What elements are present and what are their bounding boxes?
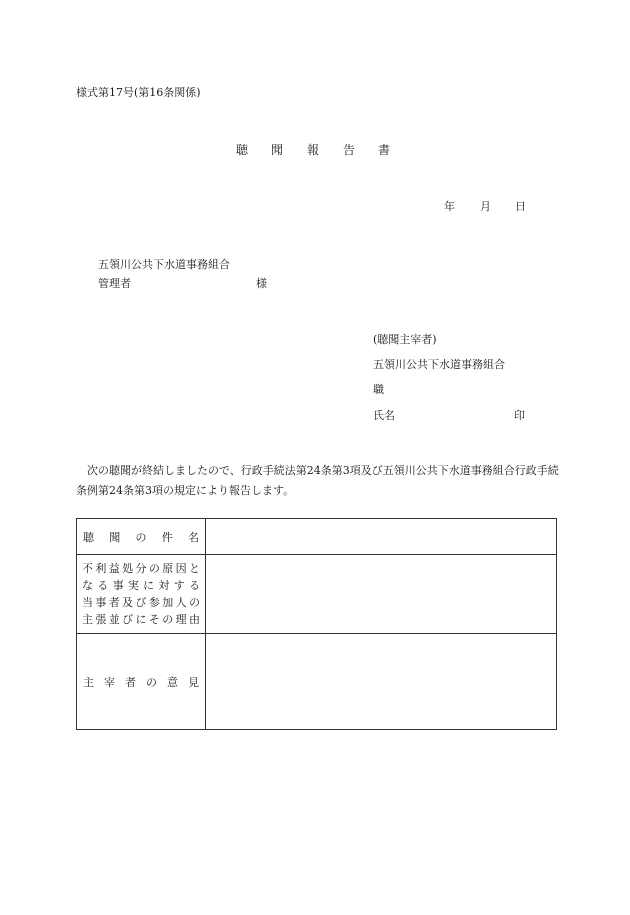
label-char: 名 <box>188 530 199 544</box>
title-char: 告 <box>343 143 356 157</box>
label-line: 主張並びにその理由 <box>82 613 200 626</box>
addressee-honorific: 様 <box>256 277 267 290</box>
title-char: 書 <box>378 143 391 157</box>
table-row <box>77 555 557 634</box>
label-line: 不利益処分の原因と <box>82 562 200 575</box>
claims-field[interactable] <box>206 555 557 634</box>
presiding-opinion-label <box>77 634 206 730</box>
label-char: 見 <box>188 675 199 689</box>
label-char: 主 <box>83 675 94 689</box>
hearing-subject-field[interactable] <box>206 519 557 555</box>
title-char: 聞 <box>271 143 284 157</box>
report-table <box>76 518 557 730</box>
hearing-subject-label <box>77 519 206 555</box>
label-char: の <box>146 675 157 689</box>
presiding-officer-position: 職 <box>373 383 384 396</box>
addressee-title: 管理者 <box>98 277 131 290</box>
table-row <box>77 519 557 555</box>
label-char: 者 <box>125 675 136 689</box>
seal-mark: 印 <box>514 409 525 422</box>
presiding-officer-name-label: 氏名 <box>373 409 395 422</box>
date-day: 日 <box>515 200 526 213</box>
label-char: 宰 <box>104 675 115 689</box>
label-char: 聞 <box>109 530 121 544</box>
label-char: 件 <box>161 530 173 544</box>
label-char: 聴 <box>83 530 94 544</box>
title-char: 聴 <box>236 143 249 157</box>
label-line: 当事者及び参加人の <box>82 596 200 609</box>
presiding-officer-organization: 五領川公共下水道事務組合 <box>373 358 505 371</box>
table-row <box>77 634 557 730</box>
presiding-officer-label: (聴聞主宰者) <box>373 333 437 346</box>
label-line: なる事実に対する <box>82 579 200 592</box>
date-year: 年 <box>444 200 455 213</box>
label-char: の <box>135 530 147 544</box>
addressee-organization: 五領川公共下水道事務組合 <box>98 258 230 271</box>
presiding-opinion-field[interactable] <box>206 634 557 730</box>
title-char: 報 <box>307 143 320 157</box>
form-number: 様式第17号(第16条関係) <box>76 86 201 99</box>
date-month: 月 <box>480 200 491 213</box>
report-statement: 次の聴聞が終結しましたので、行政手続法第24条第3項及び五領川公共下水道事務組合行政手続条例第24条第3項の規定により報告します。 <box>76 464 559 497</box>
label-char: 意 <box>167 675 178 689</box>
claims-label <box>77 555 206 634</box>
